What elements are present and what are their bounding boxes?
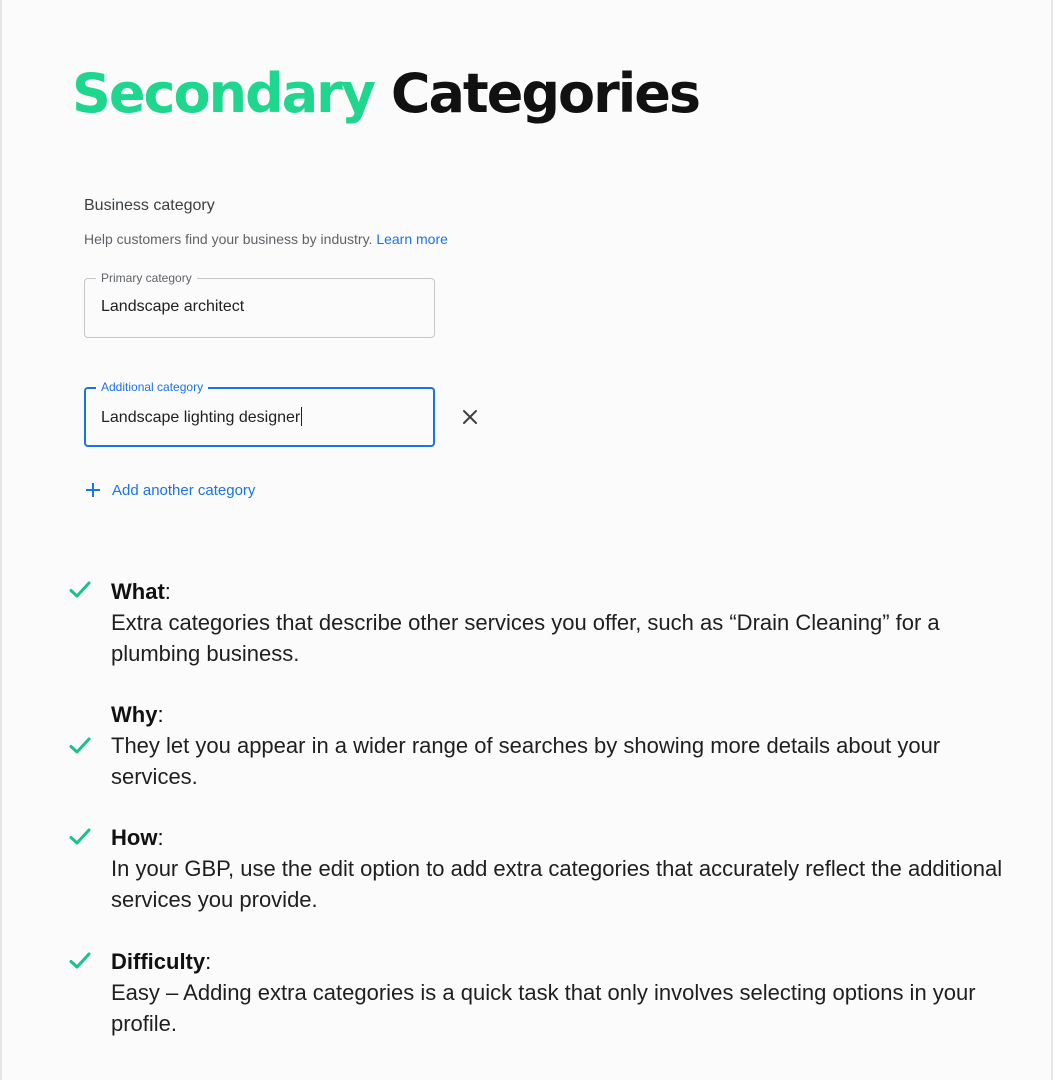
- remove-category-button[interactable]: [455, 402, 485, 432]
- checklist-label-colon: :: [157, 825, 164, 850]
- helper-description: Help customers find your business by industry.: [84, 231, 373, 247]
- checklist-item-difficulty: [111, 946, 1011, 1039]
- checklist-label-colon: :: [205, 949, 212, 974]
- checklist-label-colon: :: [164, 579, 171, 604]
- primary-category-value: Landscape architect: [101, 298, 245, 315]
- additional-category-field[interactable]: [84, 380, 435, 447]
- helper-text: [84, 231, 448, 247]
- checklist-body: In your GBP, use the edit option to add extra categories that accurately reflect the additional services you provide.: [111, 856, 1003, 912]
- checklist-item-how: [111, 822, 1011, 915]
- check-icon: [68, 825, 92, 849]
- learn-more-link[interactable]: Learn more: [376, 231, 448, 247]
- additional-category-value: Landscape lighting designer: [101, 409, 301, 426]
- title-accent-word: Secondary: [72, 62, 374, 125]
- checklist-label: [111, 576, 1011, 607]
- text-cursor: [301, 407, 302, 426]
- plus-icon: [84, 481, 102, 499]
- title-main-word: Categories: [390, 62, 699, 125]
- checklist-label: [111, 822, 1011, 853]
- checklist-body: Easy – Adding extra categories is a quick task that only involves selecting options in your profile.: [111, 980, 976, 1036]
- checklist-label: [111, 699, 1011, 730]
- checklist-label-text: What: [111, 579, 165, 604]
- checklist-body: They let you appear in a wider range of searches by showing more details about your services.: [111, 733, 941, 789]
- additional-category-input-text: [101, 407, 302, 427]
- checklist-body: Extra categories that describe other services you offer, such as “Drain Cleaning” for a plumbing business.: [111, 610, 940, 666]
- section-heading: Business category: [84, 197, 215, 214]
- checklist-label-colon: :: [157, 702, 164, 727]
- checklist-item-why: [111, 699, 1011, 792]
- check-icon: [68, 949, 92, 973]
- check-icon: [68, 578, 92, 602]
- page-title: [72, 62, 699, 127]
- checklist-item-what: [111, 576, 1011, 669]
- checklist-label-text: How: [111, 825, 158, 850]
- close-icon: [462, 409, 478, 425]
- check-icon: [68, 734, 92, 758]
- primary-category-field[interactable]: [84, 271, 435, 338]
- checklist-label-text: Difficulty: [111, 949, 206, 974]
- checklist-label: [111, 946, 1011, 977]
- additional-category-legend: Additional category: [96, 379, 208, 395]
- checklist-label-text: Why: [111, 702, 158, 727]
- add-another-category-button[interactable]: [84, 478, 255, 502]
- add-another-category-label: Add another category: [112, 481, 256, 499]
- primary-category-legend: Primary category: [96, 270, 197, 286]
